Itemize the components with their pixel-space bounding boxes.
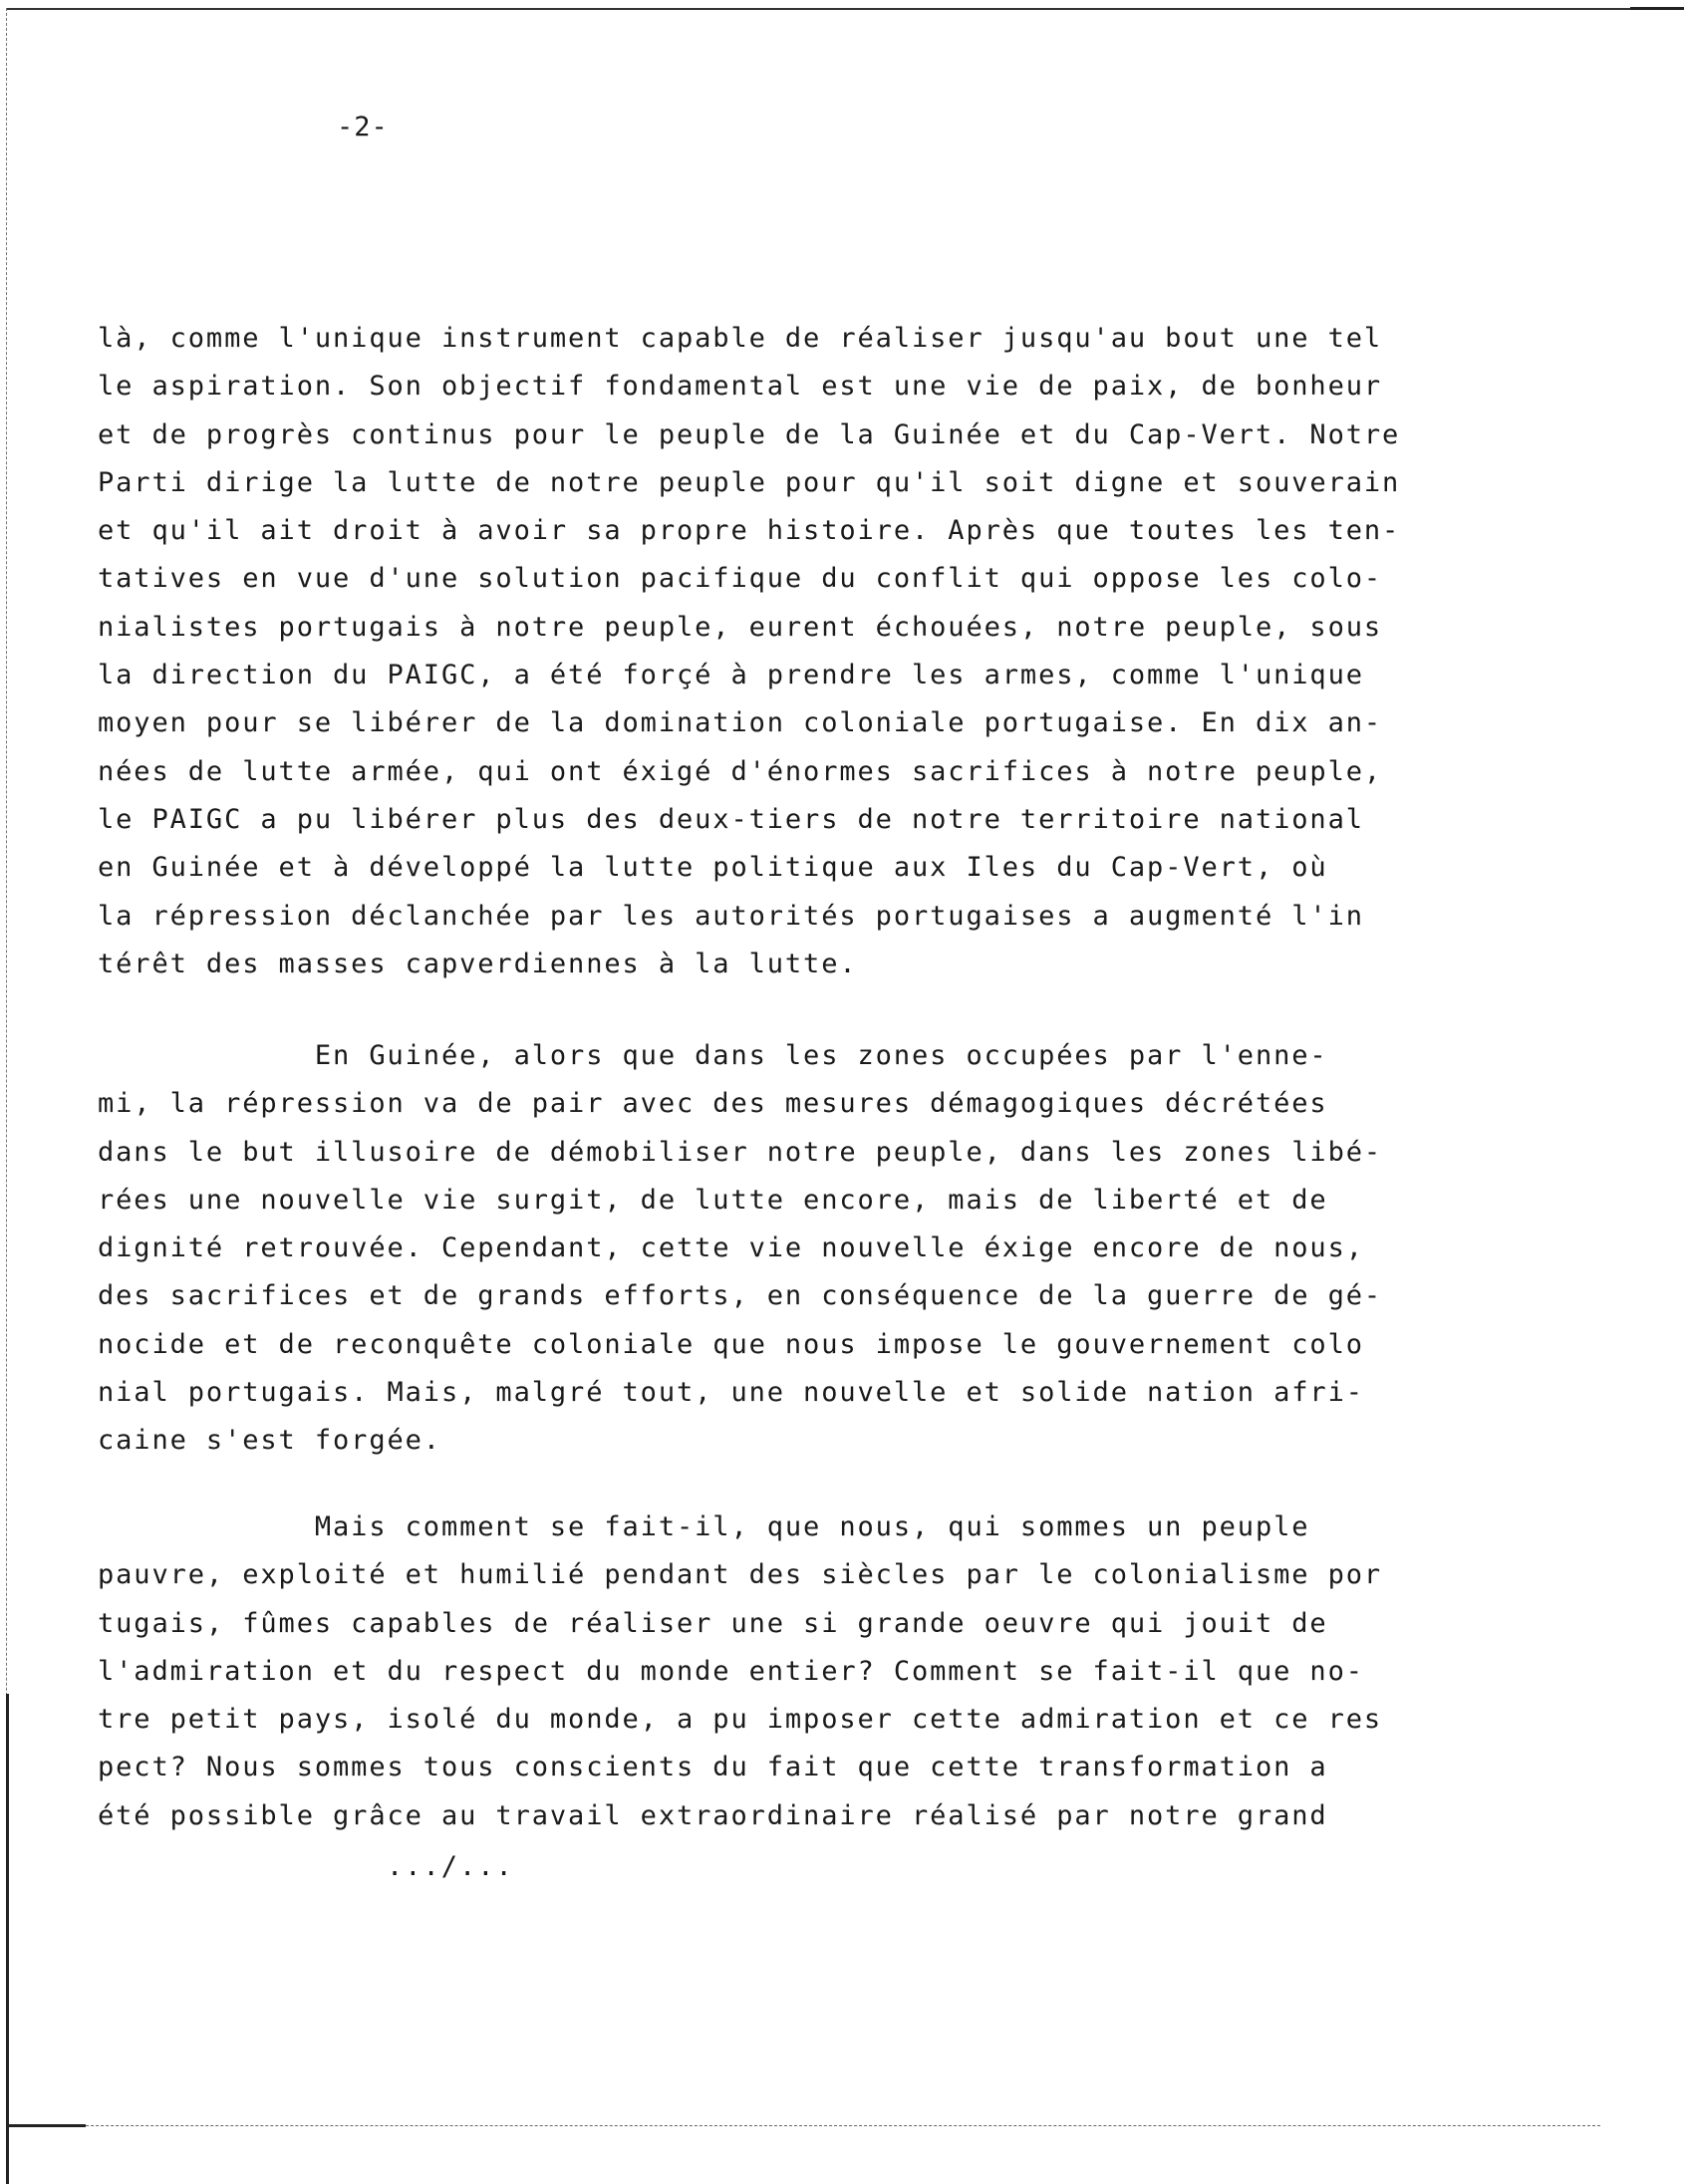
text-line: le aspiration. Son objectif fondamental est une vie de paix, de bonheur	[98, 371, 1383, 403]
text-line: rées une nouvelle vie surgit, de lutte encore, mais de liberté et de	[98, 1184, 1328, 1216]
text-line: Parti dirige la lutte de notre peuple pour qu'il soit digne et souverain	[98, 466, 1401, 498]
text-line: des sacrifices et de grands efforts, en conséquence de la guerre de gé-	[98, 1280, 1383, 1312]
continuation-mark: .../...	[387, 1851, 514, 1882]
text-line: moyen pour se libérer de la domination coloniale portugaise. En dix an-	[98, 707, 1383, 739]
text-line: et de progrès continus pour le peuple de la Guinée et du Cap-Vert. Notre	[98, 418, 1401, 450]
page-number: -2-	[337, 112, 389, 142]
text-line: nial portugais. Mais, malgré tout, une nouvelle et solide nation afri-	[98, 1377, 1364, 1409]
paragraph-3	[98, 1503, 1533, 1840]
paragraph-1	[98, 315, 1533, 988]
text-line: et qu'il ait droit à avoir sa propre histoire. Après que toutes les ten-	[98, 515, 1401, 547]
text-line: nées de lutte armée, qui ont éxigé d'énormes sacrifices à notre peuple,	[98, 755, 1383, 787]
text-line: été possible grâce au travail extraordinaire réalisé par notre grand	[98, 1799, 1328, 1831]
text-line: la direction du PAIGC, a été forçé à prendre les armes, comme l'unique	[98, 660, 1364, 691]
text-line: nocide et de reconquête coloniale que nous impose le gouvernement colo	[98, 1328, 1364, 1360]
text-line: le PAIGC a pu libérer plus des deux-tiers de notre territoire national	[98, 803, 1364, 835]
text-line: tugais, fûmes capables de réaliser une si grande oeuvre qui jouit de	[98, 1607, 1328, 1639]
scan-edge-top-right	[1630, 7, 1684, 10]
paragraph-2	[98, 1032, 1533, 1466]
text-line: pauvre, exploité et humilié pendant des siècles par le colonialisme por	[98, 1559, 1383, 1591]
text-line: caine s'est forgée.	[98, 1425, 441, 1457]
text-line: pect? Nous sommes tous conscients du fait que cette transformation a	[98, 1752, 1328, 1783]
text-line: mi, la répression va de pair avec des mesures démagogiques décrétées	[98, 1088, 1328, 1120]
text-line: là, comme l'unique instrument capable de réaliser jusqu'au bout une tel	[98, 323, 1383, 354]
text-line: la répression déclanchée par les autorités portugaises a augmenté l'in	[98, 900, 1364, 932]
text-line: Mais comment se fait-il, que nous, qui sommes un peuple	[98, 1511, 1310, 1542]
scan-edge-left-bottom	[6, 1694, 9, 2184]
text-line: nialistes portugais à notre peuple, eurent échouées, notre peuple, sous	[98, 611, 1383, 643]
text-line: dignité retrouvée. Cependant, cette vie nouvelle éxige encore de nous,	[98, 1232, 1364, 1264]
scan-edge-bottom-left	[6, 2124, 86, 2127]
text-line: en Guinée et à développé la lutte politique aux Iles du Cap-Vert, où	[98, 852, 1328, 884]
text-line: En Guinée, alors que dans les zones occupées par l'enne-	[98, 1040, 1328, 1071]
text-line: l'admiration et du respect du monde entier? Comment se fait-il que no-	[98, 1655, 1364, 1687]
text-line: tatives en vue d'une solution pacifique du conflit qui oppose les colo-	[98, 563, 1383, 595]
text-line: dans le but illusoire de démobiliser notre peuple, dans les zones libé-	[98, 1136, 1383, 1168]
text-line: térêt des masses capverdiennes à la lutte.	[98, 948, 858, 979]
text-line: tre petit pays, isolé du monde, a pu imposer cette admiration et ce res	[98, 1704, 1383, 1736]
scan-edge-bottom	[6, 2125, 1600, 2126]
scan-edge-top	[6, 8, 1630, 10]
